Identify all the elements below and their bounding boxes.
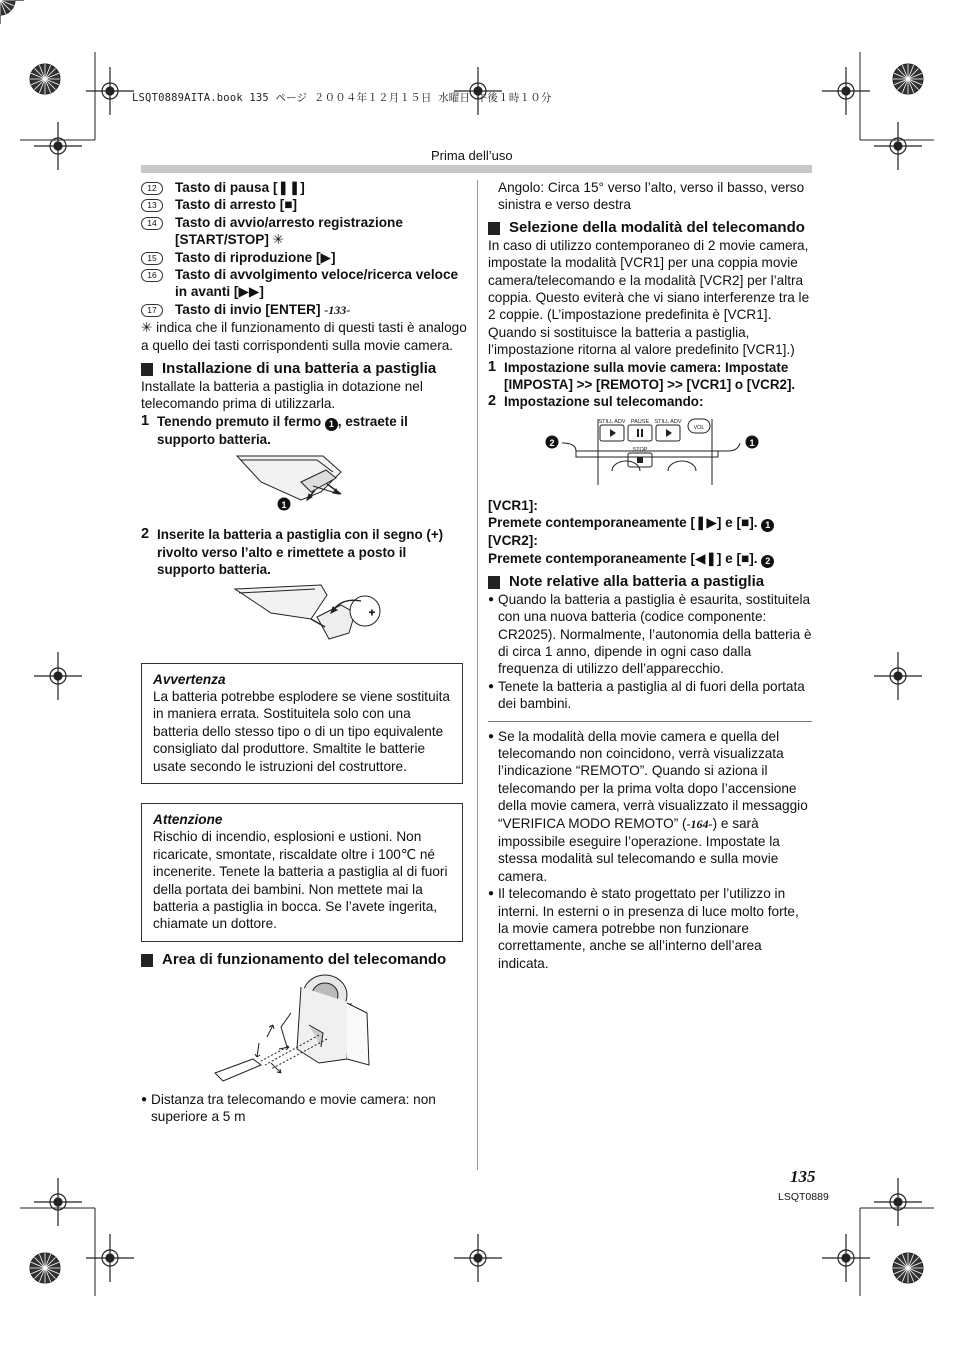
pause-label: PAUSE — [630, 418, 650, 425]
battery-holder-illustration — [141, 452, 467, 522]
section-heading-mode: Selezione della modalità del telecomando — [488, 219, 812, 237]
remote-buttons-illustration — [488, 415, 812, 491]
item-number: 12 — [141, 182, 163, 195]
warning-box — [141, 663, 463, 784]
caution-text: Rischio di incendio, esplosioni e ustioni. Non ricaricate, smontate, riscaldate oltre i 100℃ né incenerite. Tenete la batteria a pastiglia al di fuori della portata dei bambini. Non mettete mai la batteria a pastiglia in bocca. Se l’avete ingerita, chiamate un dottore. — [153, 829, 448, 932]
list-item — [141, 196, 467, 213]
still-adv-right-label: STILL ADV — [654, 418, 682, 425]
step-2: 2 Impostazione sul telecomando: — [488, 393, 704, 410]
section-heading-notes: Note relative alla batteria a pastiglia — [488, 573, 812, 591]
step-1: 1 Tenendo premuto il fermo 1 , estraete il supporto batteria. — [141, 412, 408, 447]
insert-battery-illustration — [141, 583, 467, 653]
item-number: 14 — [141, 217, 163, 230]
square-bullet-icon — [141, 363, 153, 376]
section-heading-battery: Installazione di una batteria a pastiglia — [141, 360, 467, 378]
note-bullet: ● Quando la batteria a pastiglia è esaurita, sostituitela con una nuova batteria (codice componente: CR2025). Normalmente, l’autonomia della batteria è di circa 1 anno, dipende in ogni caso dalla frequenza di utilizzo dell’apparecchio. — [488, 591, 812, 677]
item-number: 15 — [141, 252, 163, 265]
asterisk-note: ✳ indica che il funzionamento di questi tasti è analogo a quello dei tasti corrispondenti sulla movie camera. — [141, 320, 467, 353]
svg-text:+: + — [369, 607, 375, 619]
vcr2-label: [VCR2]: — [488, 533, 538, 549]
item-number: 13 — [141, 199, 163, 212]
item-text: Tasto di avvolgimento veloce/ricerca veloce in avanti [▶▶] — [175, 267, 459, 300]
item-number: 17 — [141, 304, 163, 317]
vol-label: VOL — [693, 424, 705, 431]
mode-text: In caso di utilizzo contemporaneo di 2 movie camera, impostate la modalità [VCR1] per una coppia movie camera/telecomando e la modalità [VCR2] per l’altra coppia. Questo eviterà che vi siano interferenze tra le 2 coppie. (L’impostazione predefinita è [VCR1]. Quando si sostituisce la batteria a pastiglia, l’impostazione ritorna al valore predefinito [VCR1].) — [488, 237, 810, 358]
circled-marker: 2 — [761, 555, 774, 568]
step-2: 2 Inserite la batteria a pastiglia con il segno (+) rivolto verso l’alto e rimettete a posto il supporto batteria. — [141, 526, 444, 578]
header-rule — [141, 165, 812, 173]
item-text: Tasto di invio [ENTER] — [175, 301, 321, 317]
angle-text: Angolo: Circa 15° verso l’alto, verso il basso, verso sinistra e verso destra — [498, 180, 805, 213]
circled-marker: 1 — [761, 519, 774, 532]
still-adv-left-label: STILL ADV — [598, 418, 626, 425]
list-item — [141, 266, 467, 301]
caution-title: Attenzione — [153, 811, 223, 827]
caution-box — [141, 803, 463, 942]
item-number: 16 — [141, 269, 163, 282]
battery-intro: Installate la batteria a pastiglia in dotazione nel telecomando prima di utilizzarla. — [141, 379, 423, 412]
list-item — [141, 214, 467, 249]
figure-marker: 1 — [281, 500, 287, 511]
section-heading-area: Area di funzionamento del telecomando — [141, 951, 467, 969]
note-bullet: ● Il telecomando è stato progettato per l’utilizzo in interni. In esterni o in presenza di luce molto forte, la movie camera potrebbe non funzionare correttamente, anche se all’interno dell’area indicata. — [488, 886, 799, 971]
item-text: Tasto di arresto [■] — [175, 197, 298, 213]
square-bullet-icon — [488, 222, 500, 235]
square-bullet-icon — [488, 576, 500, 589]
note-bullet: ● Se la modalità della movie camera e quella del telecomando non coincidono, verrà visualizzata l’indicazione “REMOTO”. Quando si aziona il telecomando per la prima volta dopo l’accensione della movie camera, verrà visualizzato il messaggio “VERIFICA MODO REMOTO” (-164-) e sarà impossibile eseguire l’operazione. Impostate la stessa modalità sul telecomando e sulla movie camera. — [488, 728, 808, 884]
page-ref[interactable]: -164- — [686, 816, 713, 831]
note-bullet: ● Tenete la batteria a pastiglia al di fuori della portata dei bambini. — [488, 678, 805, 712]
page-ref[interactable]: -133- — [324, 302, 351, 317]
separator — [488, 721, 812, 722]
marker-2: 2 — [549, 437, 555, 448]
running-head: Prima dell’uso — [431, 148, 513, 163]
stop-label: STOP — [632, 446, 648, 453]
page-number: 135 — [790, 1167, 816, 1186]
column-divider — [477, 180, 478, 1170]
warning-title: Avvertenza — [153, 671, 226, 687]
square-bullet-icon — [141, 954, 153, 967]
step-1: 1 Impostazione sulla movie camera: Impostate [IMPOSTA] >> [REMOTO] >> [VCR1] o [VCR2]. — [488, 358, 796, 393]
page-code: LSQT0889 — [778, 1191, 829, 1203]
warning-text: La batteria potrebbe esplodere se viene sostituita in maniera errata. Sostituitela solo con una batteria dello stesso tipo o di un tipo equivalente consigliato dal produttore. Smaltite le batterie usate secondo le istruzioni del costruttore. — [153, 688, 450, 774]
item-text: Tasto di avvio/arresto registrazione [START/STOP] ✳ — [175, 214, 403, 248]
print-header: LSQT0889AITA.book 135 ページ ２００４年１２月１５日 水曜日 午後１時１０分 — [132, 92, 552, 104]
marker-1: 1 — [749, 437, 755, 448]
vcr1-text: Premete contemporaneamente [❚▶] e [■]. 1 — [488, 514, 812, 532]
vcr2-text: Premete contemporaneamente [◀❚] e [■]. 2 — [488, 550, 812, 568]
distance-bullet: ● Distanza tra telecomando e movie camera: non superiore a 5 m — [141, 1091, 436, 1125]
item-text: Tasto di riproduzione [▶] — [175, 249, 336, 265]
list-item — [141, 301, 467, 319]
left-column — [141, 179, 467, 1126]
list-item — [141, 179, 467, 196]
operating-area-illustration — [141, 973, 467, 1089]
vcr1-label: [VCR1]: — [488, 497, 538, 513]
right-column — [488, 179, 812, 972]
circled-marker: 1 — [325, 418, 338, 431]
item-text: Tasto di pausa [❚❚] — [175, 180, 305, 195]
list-item — [141, 249, 467, 266]
